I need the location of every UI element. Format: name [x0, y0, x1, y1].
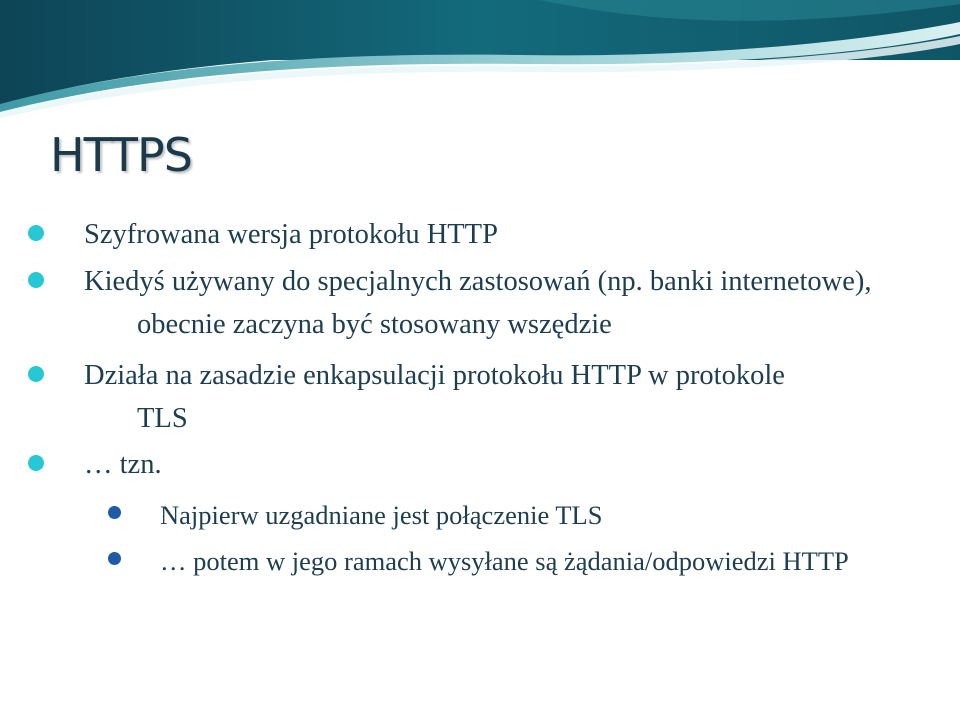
bullet-text: Szyfrowana wersja protokołu HTTP: [84, 219, 498, 250]
bullet-dot-icon: [28, 366, 44, 382]
bullet-item: [84, 213, 498, 256]
sub-bullet-item: [160, 494, 602, 537]
bullet-item: [84, 443, 162, 486]
bullet-text: Kiedyś używany do specjalnych zastosowań (np. banki internetowe), obecnie zaczyna być stosowany wszędzie: [84, 266, 872, 340]
sub-bullet-text: … potem w jego ramach wysyłane są żądania/odpowiedzi HTTP: [160, 546, 849, 576]
bullet-dot-icon: [28, 455, 44, 471]
sub-bullet-text: Najpierw uzgadniane jest połączenie TLS: [160, 500, 603, 530]
bullet-text: … tzn.: [84, 449, 162, 480]
bullet-dot-icon: [28, 272, 44, 288]
bullet-text: Działa na zasadzie enkapsulacji protokołu HTTP w protokole TLS: [84, 360, 785, 434]
sub-bullet-item: [160, 540, 920, 583]
bullet-dot-icon: [28, 225, 44, 241]
slide-title: HTTPS: [50, 128, 192, 182]
sub-bullet-dot-icon: [108, 506, 121, 519]
bullet-item: [84, 354, 794, 440]
bullet-item: [84, 260, 904, 346]
sub-bullet-dot-icon: [108, 552, 121, 565]
